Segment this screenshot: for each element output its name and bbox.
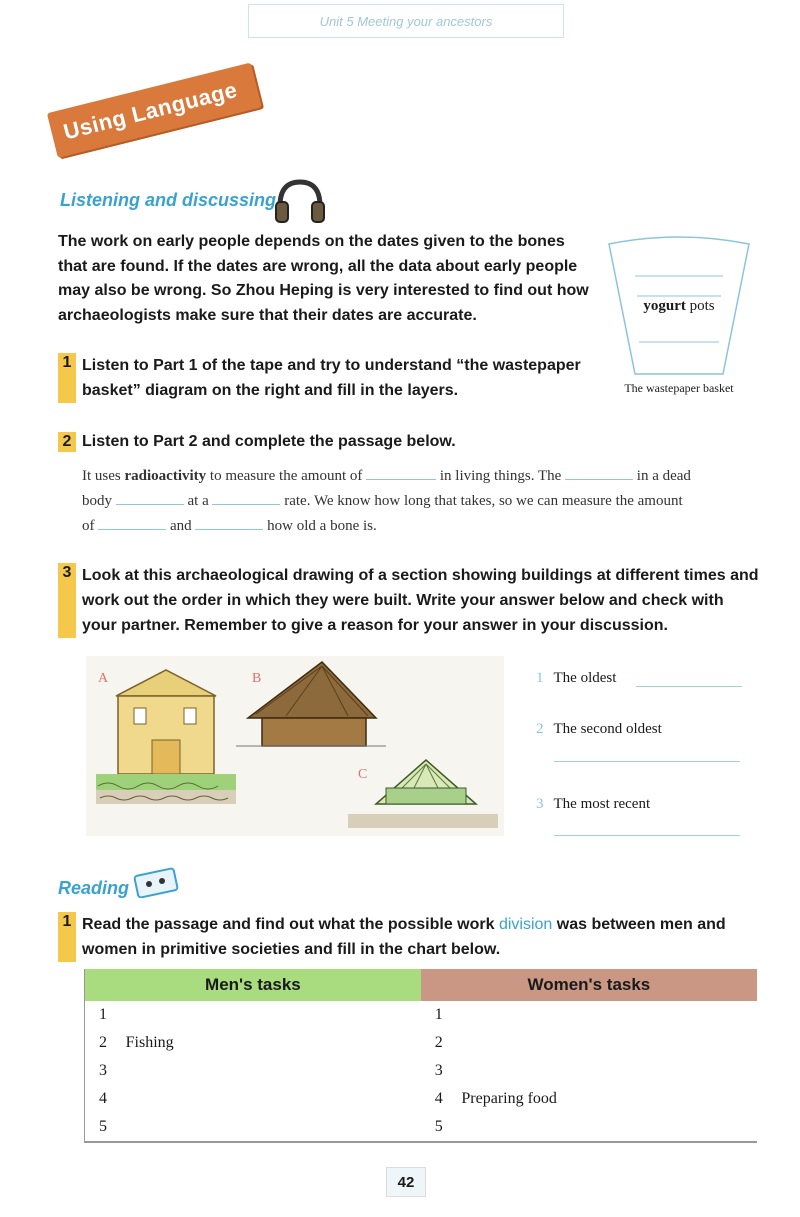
- answer-label: The most recent: [553, 796, 651, 812]
- men-task-cell[interactable]: [120, 1001, 421, 1029]
- passage-text: of: [82, 518, 99, 534]
- answer-line-2[interactable]: [554, 760, 740, 762]
- basket-label-bold: yogurt: [643, 298, 686, 314]
- blank-1[interactable]: [366, 478, 436, 480]
- women-tasks-header: Women's tasks: [421, 969, 757, 1001]
- question-number: 2: [58, 432, 76, 452]
- answer-2: [536, 721, 662, 738]
- question-text: Listen to Part 1 of the tape and try to understand “the wastepaper basket” diagram on the right and fill in the layers.: [82, 357, 581, 399]
- passage-bold: radioactivity: [124, 468, 207, 484]
- question-number: 1: [58, 912, 76, 962]
- passage-text: at a: [183, 493, 213, 509]
- women-row-number: 1: [421, 1001, 456, 1029]
- women-row-number: 3: [421, 1057, 456, 1085]
- page-number: 42: [386, 1167, 426, 1197]
- men-tasks-header: Men's tasks: [85, 969, 421, 1001]
- passage-text: and: [166, 518, 196, 534]
- blank-4[interactable]: [212, 503, 280, 505]
- men-task-cell[interactable]: [120, 1057, 421, 1085]
- passage-text: body: [82, 493, 116, 509]
- using-language-banner: [47, 63, 262, 158]
- men-row-number: 5: [85, 1113, 120, 1141]
- label-a: A: [98, 671, 109, 686]
- archaeological-drawing: [86, 656, 504, 836]
- answer-3: [536, 796, 650, 813]
- tasks-table: [85, 969, 757, 1141]
- women-task-cell[interactable]: [455, 1001, 757, 1029]
- answer-1: [536, 670, 616, 687]
- basket-label-rest: pots: [685, 298, 715, 314]
- men-row-number: 3: [85, 1057, 120, 1085]
- answer-number: 2: [536, 721, 544, 737]
- blank-2[interactable]: [565, 478, 633, 480]
- passage-text: in a dead: [633, 468, 691, 484]
- men-task-cell[interactable]: [120, 1113, 421, 1141]
- label-b: B: [252, 671, 262, 686]
- answer-line-3[interactable]: [554, 834, 740, 836]
- men-task-cell[interactable]: [120, 1085, 421, 1113]
- unit-title: Unit 5 Meeting your ancestors: [248, 4, 564, 38]
- intro-paragraph: The work on early people depends on the dates given to the bones that are found. If the dates are wrong, all the data about early people may also be wrong. So Zhou Heping is very interested to find out how archaeologists make sure that their dates are accurate.: [58, 233, 589, 324]
- basket-layer-label: [612, 298, 746, 315]
- answer-label: The second oldest: [553, 721, 662, 737]
- question-number: 1: [58, 353, 76, 403]
- tasks-chart: [84, 969, 757, 1143]
- table-row: [85, 1057, 757, 1085]
- blank-5[interactable]: [98, 528, 166, 530]
- listening-heading: Listening and discussing: [60, 190, 277, 210]
- banner-label: Using Language: [60, 77, 240, 145]
- reading-question-1: [58, 912, 760, 962]
- cassette-icon: [132, 866, 180, 898]
- passage-text: in living things. The: [436, 468, 566, 484]
- women-task-cell[interactable]: Preparing food: [455, 1085, 757, 1113]
- listening-question-2: [58, 429, 758, 454]
- listening-question-3: [58, 563, 760, 638]
- label-c: C: [358, 767, 368, 782]
- fill-in-passage: [82, 464, 758, 539]
- men-row-number: 4: [85, 1085, 120, 1113]
- reading-heading: Reading: [58, 878, 130, 898]
- question-text: was between men and women in primitive societies and fill in the chart below.: [82, 916, 726, 958]
- women-row-number: 2: [421, 1029, 456, 1057]
- answer-line-1[interactable]: [636, 685, 742, 687]
- passage-text: to measure the amount of: [206, 468, 367, 484]
- passage-text: how old a bone is.: [263, 518, 377, 534]
- listening-question-1: [58, 353, 598, 403]
- question-text: Read the passage and find out what the possible work: [82, 916, 499, 933]
- passage-text: rate. We know how long that takes, so we can measure the amount: [280, 493, 683, 509]
- men-row-number: 1: [85, 1001, 120, 1029]
- question-text: Listen to Part 2 and complete the passage below.: [82, 433, 456, 450]
- question-number: 3: [58, 563, 76, 638]
- blank-3[interactable]: [116, 503, 184, 505]
- men-row-number: 2: [85, 1029, 120, 1057]
- question-text: Look at this archaeological drawing of a section showing buildings at different times and work out the order in which they were built. Write your answer below and check with your partner. Remember to give a reason for your answer in your discussion.: [82, 567, 759, 634]
- women-task-cell[interactable]: [455, 1029, 757, 1057]
- table-row: [85, 1113, 757, 1141]
- table-row: [85, 1029, 757, 1057]
- table-row: [85, 1001, 757, 1029]
- passage-text: It uses: [82, 468, 125, 484]
- women-task-cell[interactable]: [455, 1113, 757, 1141]
- answer-number: 1: [536, 670, 544, 686]
- women-task-cell[interactable]: [455, 1057, 757, 1085]
- headphones-icon: [272, 176, 328, 226]
- women-row-number: 4: [421, 1085, 456, 1113]
- men-task-cell[interactable]: Fishing: [120, 1029, 421, 1057]
- blank-6[interactable]: [195, 528, 263, 530]
- answer-label: The oldest: [553, 670, 617, 686]
- women-row-number: 5: [421, 1113, 456, 1141]
- basket-caption: The wastepaper basket: [624, 381, 734, 395]
- highlight-word: division: [498, 916, 553, 933]
- table-row: [85, 1085, 757, 1113]
- answer-number: 3: [536, 796, 544, 812]
